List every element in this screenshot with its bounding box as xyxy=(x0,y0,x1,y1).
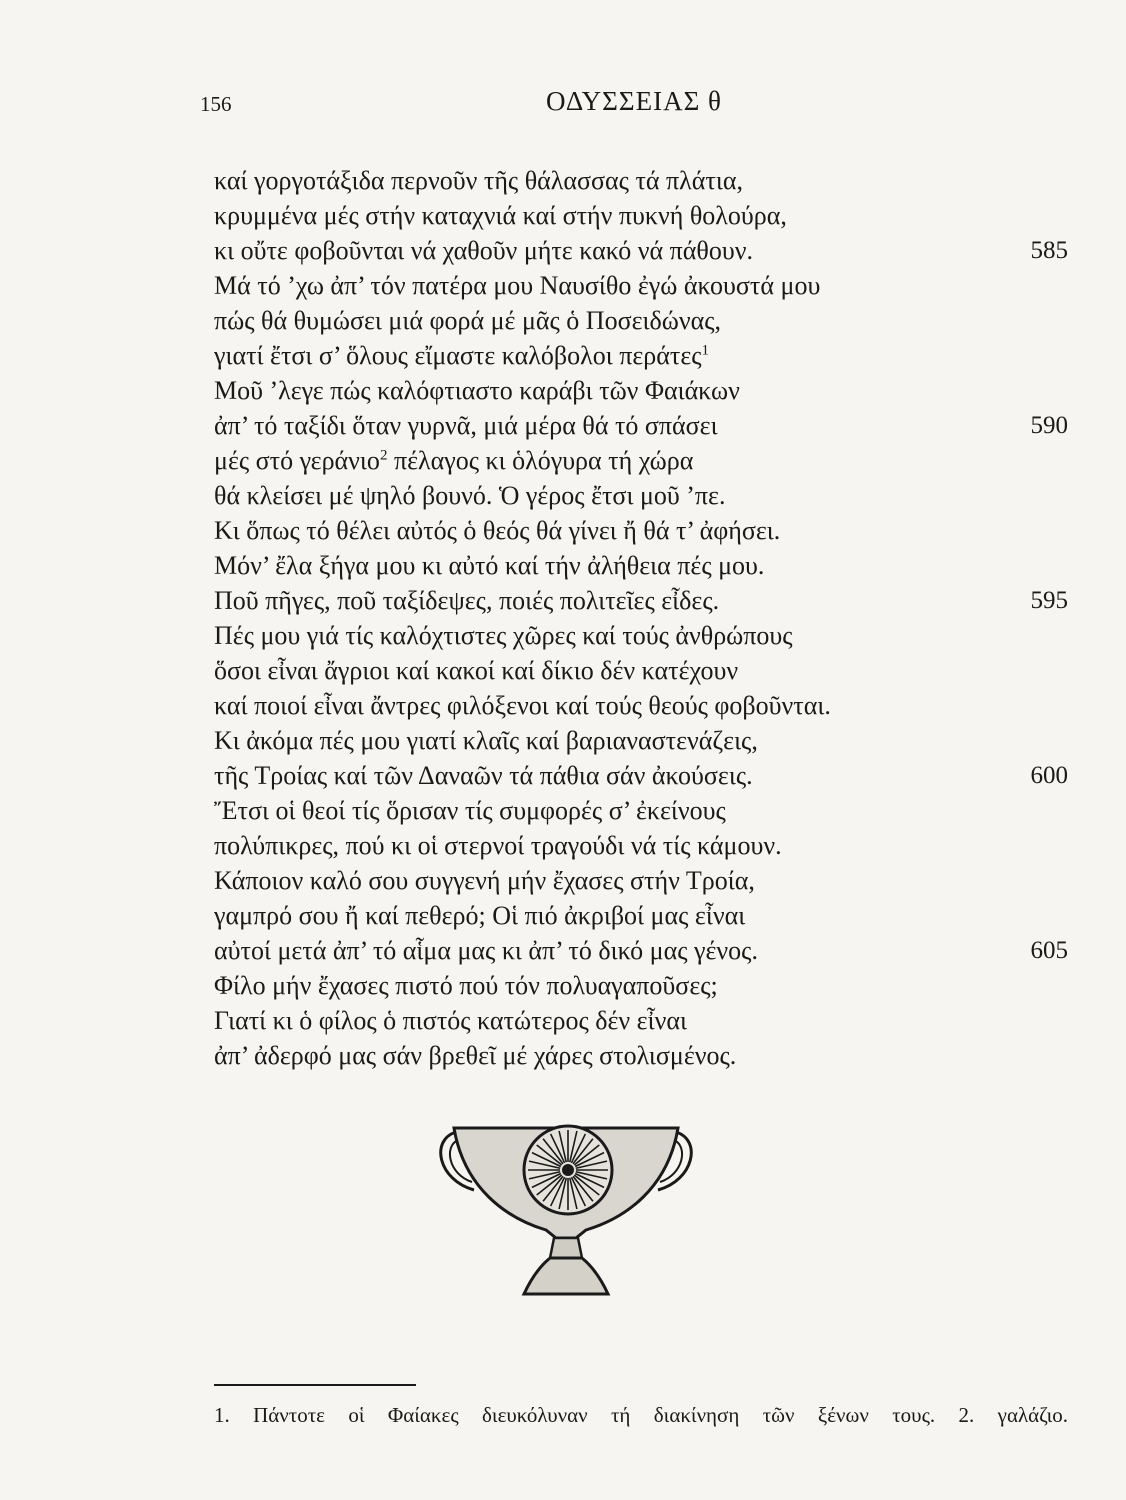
verse-line xyxy=(214,968,1068,1003)
verse-text: καί γοργοτάξιδα περνοῦν τῆς θάλασσας τά πλάτια, xyxy=(214,166,743,195)
footnote-marker: 2 xyxy=(379,447,388,464)
verse-line xyxy=(214,723,1068,758)
verse-line xyxy=(214,618,1068,653)
verse-number: 590 xyxy=(1030,412,1068,439)
verse-line xyxy=(214,408,1068,443)
verse-line xyxy=(214,163,1068,198)
verse-text: πώς θά θυμώσει μιά φορά μέ μᾶς ὁ Ποσειδώνας, xyxy=(214,306,722,335)
verse-line xyxy=(214,513,1068,548)
verse-text: ἀπ’ ἀδερφό μας σάν βρεθεῖ μέ χάρες στολισμένος. xyxy=(214,1041,737,1070)
verse-line xyxy=(214,758,1068,793)
verse-text: Μόν’ ἔλα ξήγα μου κι αὐτό καί τήν ἀλήθεια πές μου. xyxy=(214,551,765,580)
verse-text: θά κλείσει μέ ψηλό βουνό. Ὁ γέρος ἔτσι μοῦ ’πε. xyxy=(214,481,726,510)
poem-verses xyxy=(214,163,1068,1073)
verse-line xyxy=(214,933,1068,968)
verse-text: γαμπρό σου ἤ καί πεθερό; Οἱ πιό ἀκριβοί μας εἶναι xyxy=(214,901,746,930)
verse-text: Μοῦ ’λεγε πώς καλόφτιαστο καράβι τῶν Φαιάκων xyxy=(214,376,740,405)
verse-number: 605 xyxy=(1030,937,1068,964)
footnote-marker: 1 xyxy=(701,342,710,359)
page-header xyxy=(200,86,1068,126)
verse-text: κρυμμένα μές στήν καταχνιά καί στήν πυκνή θολούρα, xyxy=(214,201,787,230)
footnote-rule xyxy=(214,1384,416,1386)
page-number: 156 xyxy=(200,92,232,116)
verse-text: πολύπικρες, πού κι οἱ στερνοί τραγούδι νά τίς κάμουν. xyxy=(214,831,782,860)
verse-text: ἀπ’ τό ταξίδι ὅταν γυρνᾶ, μιά μέρα θά τό σπάσει xyxy=(214,411,718,440)
verse-line xyxy=(214,478,1068,513)
verse-number: 585 xyxy=(1030,237,1068,264)
verse-line xyxy=(214,828,1068,863)
verse-text: Πές μου γιά τίς καλόχτιστες χῶρες καί τούς ἀνθρώπους xyxy=(214,621,793,650)
verse-text: Κάποιον καλό σου συγγενή μήν ἔχασες στήν Τροία, xyxy=(214,866,755,895)
verse-text: Γιατί κι ὁ φίλος ὁ πιστός κατώτερος δέν εἶναι xyxy=(214,1006,687,1035)
verse-text: Φίλο μήν ἔχασες πιστό πού τόν πολυαγαποῦσες; xyxy=(214,971,718,1000)
verse-number: 595 xyxy=(1030,587,1068,614)
verse-text: τῆς Τροίας καί τῶν Δαναῶν τά πάθια σάν ἀκούσεις. xyxy=(214,761,753,790)
verse-line xyxy=(214,548,1068,583)
verse-text: ὅσοι εἶναι ἄγριοι καί κακοί καί δίκιο δέν κατέχουν xyxy=(214,656,739,685)
verse-line xyxy=(214,1003,1068,1038)
verse-line xyxy=(214,793,1068,828)
verse-text: Ἔτσι οἱ θεοί τίς ὅρισαν τίς συμφορές σ’ ἐκείνους xyxy=(214,796,726,825)
verse-line xyxy=(214,688,1068,723)
verse-line xyxy=(214,303,1068,338)
verse-line xyxy=(214,373,1068,408)
verse-line xyxy=(214,863,1068,898)
verse-text: καί ποιοί εἶναι ἄντρες φιλόξενοι καί τούς θεούς φοβοῦνται. xyxy=(214,691,831,720)
verse-line xyxy=(214,338,1068,373)
verse-text: Κι ἀκόμα πές μου γιατί κλαῖς καί βαριαναστενάζεις, xyxy=(214,726,758,755)
verse-line xyxy=(214,653,1068,688)
verse-text: Κι ὅπως τό θέλει αὐτός ὁ θεός θά γίνει ἤ θά τ’ ἀφήσει. xyxy=(214,516,781,545)
verse-number: 600 xyxy=(1030,762,1068,789)
verse-line xyxy=(214,198,1068,233)
verse-text: γιατί ἔτσι σ’ ὅλους εἴμαστε καλόβολοι περάτες xyxy=(214,341,702,370)
footnotes: 1. Πάντοτε οἱ Φαίακες διευκόλυναν τή διακίνηση τῶν ξένων τους. 2. γαλάζιο. xyxy=(214,1403,1068,1427)
verse-line xyxy=(214,233,1068,268)
verse-text: αὐτοί μετά ἀπ’ τό αἷμα μας κι ἀπ’ τό δικό μας γένος. xyxy=(214,936,758,965)
verse-text: Μά τό ’χω ἀπ’ τόν πατέρα μου Ναυσίθο ἐγώ ἀκουστά μου xyxy=(214,271,821,300)
verse-line xyxy=(214,268,1068,303)
verse-line xyxy=(214,898,1068,933)
kylix-vase-illustration xyxy=(436,1118,696,1298)
running-title: ΟΔΥΣΣΕΙΑΣ θ xyxy=(546,86,722,116)
verse-text: κι οὔτε φοβοῦνται νά χαθοῦν μήτε κακό νά πάθουν. xyxy=(214,236,753,265)
verse-line xyxy=(214,443,1068,478)
verse-text: Ποῦ πῆγες, ποῦ ταξίδεψες, ποιές πολιτεῖες εἶδες. xyxy=(214,586,720,615)
verse-text: μές στό γεράνιο xyxy=(214,446,380,475)
verse-text-continued: πέλαγος κι ὁλόγυρα τή χώρα xyxy=(387,446,694,475)
verse-line xyxy=(214,1038,1068,1073)
verse-line xyxy=(214,583,1068,618)
